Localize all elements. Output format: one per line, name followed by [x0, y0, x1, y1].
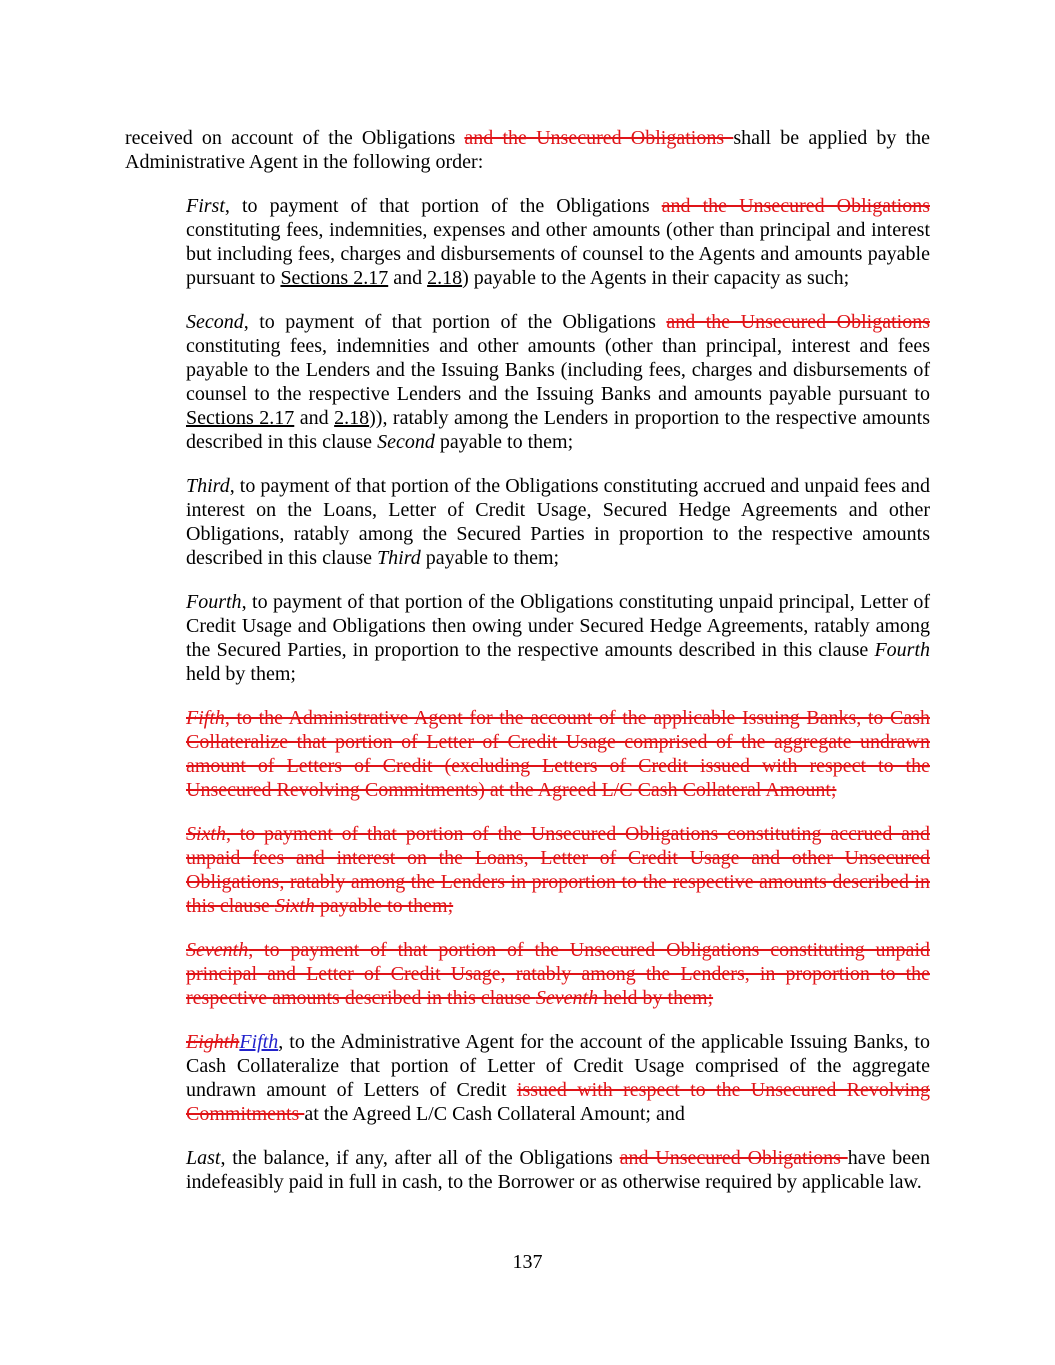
clause-sixth-deleted — [186, 822, 930, 918]
deleted-clause-name: Sixth — [274, 895, 315, 917]
text-run: , the balance, if any, after all of the Obligations — [220, 1147, 620, 1169]
deleted-text: payable to them; — [314, 895, 454, 917]
clause-second — [186, 310, 930, 454]
text-run: , to payment of that portion of the Obligations constituting accrued and unpaid fees and interest on the Loans, Letter of Credit Usage, Secured Hedge Agreements and other Obligations, ratably among the Secured Parties in proportion to the respective amounts described in this clause — [186, 475, 930, 569]
clause-name: Third — [186, 475, 230, 497]
text-run: and — [294, 407, 335, 429]
clause-third — [186, 474, 930, 570]
section-reference: 2.18 — [334, 407, 370, 429]
page-number: 137 — [512, 1251, 543, 1273]
text-run: have been indefeasibly paid in full in cash, to the Borrower or as otherwise required by applicable law. — [186, 1147, 930, 1193]
inserted-clause-name: Fifth — [239, 1031, 279, 1053]
clause-eighth-fifth — [186, 1030, 930, 1126]
clause-name: Third — [377, 547, 421, 569]
text-run: ) payable to the Agents in their capacity as such; — [462, 267, 850, 289]
deleted-text: and the Unsecured Obligations — [666, 311, 930, 333]
clause-first — [186, 194, 930, 290]
deleted-clause-name: Seventh — [535, 987, 599, 1009]
text-run: payable to them; — [434, 431, 574, 453]
section-reference: 2.18 — [427, 267, 463, 289]
deleted-text: and the Unsecured Obligations — [464, 127, 734, 149]
deleted-clause-name: Seventh — [186, 939, 249, 961]
clause-fourth — [186, 590, 930, 686]
clause-last — [186, 1146, 930, 1194]
clause-name: Fourth — [874, 639, 930, 661]
text-run: )), ratably among the Lenders in proportion to the respective amounts described in this clause — [186, 407, 930, 453]
deleted-clause-name: Eighth — [186, 1031, 240, 1053]
text-run: held by them; — [186, 663, 296, 685]
deleted-clause-name: Fifth — [186, 707, 225, 729]
deleted-text: , to the Administrative Agent for the account of the applicable Issuing Banks, to Cash Collateralize that portion of Letter of Credit Usage comprised of the aggregate undrawn amount of Letters of Credit (excluding Letters of Credit issued with respect to the Unsecured Revolving Commitments) at the Agreed L/C Cash Collateral Amount; — [186, 707, 930, 801]
deleted-text: and Unsecured Obligations — [619, 1147, 848, 1169]
text-run: payable to them; — [420, 547, 560, 569]
clause-fifth-deleted — [186, 706, 930, 802]
text-run: constituting fees, indemnities, expenses and other amounts (other than principal and interest but including fees, charges and disbursements of counsel to the Agents and amounts payable pursuant to — [186, 219, 930, 289]
clause-seventh-deleted — [186, 938, 930, 1010]
deleted-text: , to payment of that portion of the Unsecured Obligations constituting unpaid principal and Letter of Credit Usage, ratably among the Lenders, in proportion to the respective amounts described in this clause — [186, 939, 930, 1009]
text-run: received on account of the Obligations — [125, 127, 465, 149]
text-run: , to payment of that portion of the Obligations — [224, 195, 662, 217]
text-run: , to the Administrative Agent for the account of the applicable Issuing Banks, to Cash Collateralize that portion of Letter of Credit Usage comprised of the aggregate undrawn amount of Letters of Credit — [186, 1031, 930, 1101]
text-run: constituting fees, indemnities and other amounts (other than principal, interest and fees payable to the Lenders and the Issuing Banks (including fees, charges and disbursements of counsel to the respective Lenders and the Issuing Banks and amounts payable pursuant to — [186, 335, 930, 405]
deleted-text: issued with respect to the Unsecured Revolving Commitments — [186, 1079, 930, 1125]
clause-name: Fourth — [186, 591, 242, 613]
document-body — [125, 126, 930, 1214]
deleted-text: , to payment of that portion of the Unsecured Obligations constituting accrued and unpaid fees and interest on the Loans, Letter of Credit Usage and other Unsecured Obligations, ratably among the Lenders in proportion to the respective amounts described in this clause — [186, 823, 930, 917]
text-run: , to payment of that portion of the Obligations — [243, 311, 667, 333]
section-reference: Sections 2.17 — [280, 267, 389, 289]
text-run: shall be applied by the Administrative Agent in the following order: — [125, 127, 930, 173]
clause-name: First — [186, 195, 225, 217]
clause-name: Second — [377, 431, 435, 453]
paragraph-intro — [125, 126, 930, 174]
text-run: and — [388, 267, 428, 289]
section-reference: Sections 2.17 — [186, 407, 295, 429]
clause-name: Last — [186, 1147, 221, 1169]
text-run: at the Agreed L/C Cash Collateral Amount; and — [304, 1103, 685, 1125]
deleted-clause-name: Sixth — [186, 823, 226, 845]
clause-name: Second — [186, 311, 244, 333]
deleted-text: and the Unsecured Obligations — [661, 195, 930, 217]
deleted-text: held by them; — [598, 987, 714, 1009]
text-run: , to payment of that portion of the Obligations constituting unpaid principal, Letter of Credit Usage and Obligations then owing under Secured Hedge Agreements, ratably among the Secured Parties, in proportion to the respective amounts described in this clause — [186, 591, 930, 661]
